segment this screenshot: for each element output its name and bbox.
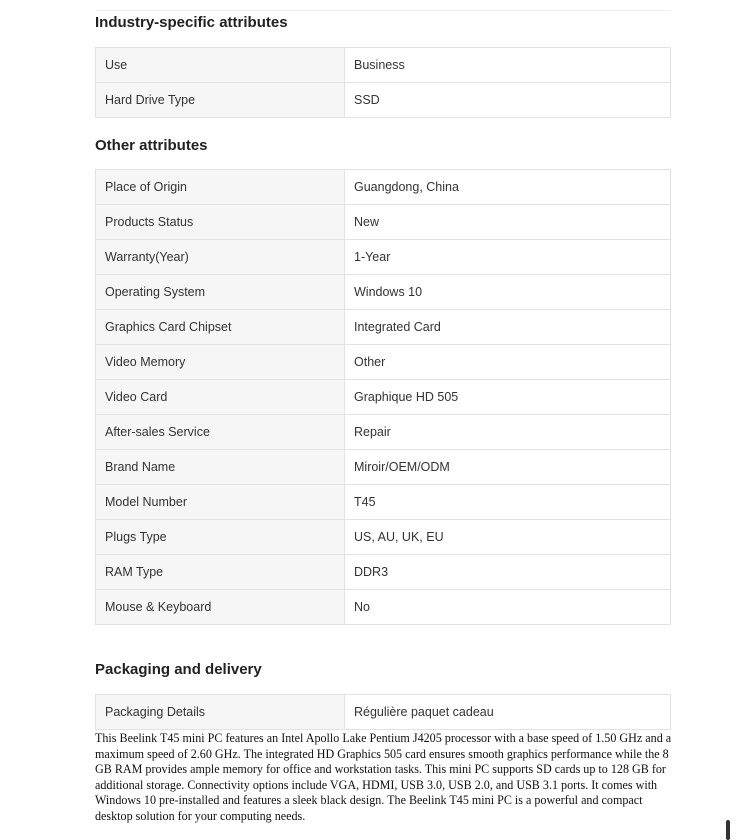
attribute-value: Repair: [345, 415, 671, 450]
attribute-key: Hard Drive Type: [96, 83, 345, 118]
attribute-value: Miroir/OEM/ODM: [345, 450, 671, 485]
attribute-key: Model Number: [96, 485, 345, 520]
table-row: [96, 275, 671, 310]
table-row: [96, 170, 671, 205]
table-row: [96, 590, 671, 625]
attribute-value: No: [345, 590, 671, 625]
attribute-key: RAM Type: [96, 555, 345, 590]
table-row: [96, 345, 671, 380]
section-title-industry: Industry-specific attributes: [95, 14, 288, 31]
attribute-value: New: [345, 205, 671, 240]
table-row: [96, 205, 671, 240]
attribute-value: Régulière paquet cadeau: [345, 695, 671, 730]
attribute-value: 1-Year: [345, 240, 671, 275]
attribute-value: Integrated Card: [345, 310, 671, 345]
attribute-value: T45: [345, 485, 671, 520]
attribute-key: Place of Origin: [96, 170, 345, 205]
table-row: [96, 415, 671, 450]
attribute-key: After-sales Service: [96, 415, 345, 450]
attribute-value: SSD: [345, 83, 671, 118]
attribute-value: DDR3: [345, 555, 671, 590]
attribute-key: Warranty(Year): [96, 240, 345, 275]
table-row: [96, 240, 671, 275]
attribute-key: Operating System: [96, 275, 345, 310]
table-row: [96, 695, 671, 730]
product-description: This Beelink T45 mini PC features an Intel Apollo Lake Pentium J4205 processor with a base speed of 1.50 GHz and a maximum speed of 2.60 GHz. The integrated HD Graphics 505 card ensures smooth graphics performance while the 8 GB RAM provides ample memory for office and workstation tasks. This mini PC supports SD cards up to 128 GB for additional storage. Connectivity options include VGA, HDMI, USB 3.0, USB 2.0, and USB 3.1 ports. It comes with Windows 10 pre-installed and features a sleek black design. The Beelink T45 mini PC is a powerful and compact desktop solution for your computing needs.: [95, 731, 672, 823]
attribute-value: Other: [345, 345, 671, 380]
table-row: [96, 485, 671, 520]
table-row: [96, 48, 671, 83]
attribute-value: US, AU, UK, EU: [345, 520, 671, 555]
table-row: [96, 83, 671, 118]
attribute-key: Video Memory: [96, 345, 345, 380]
section-title-other: Other attributes: [95, 137, 208, 154]
scrollbar-thumb[interactable]: [726, 820, 730, 840]
attribute-value: Graphique HD 505: [345, 380, 671, 415]
section-title-packaging: Packaging and delivery: [95, 661, 262, 678]
top-divider: [96, 10, 671, 11]
attribute-key: Use: [96, 48, 345, 83]
industry-attributes-table: [95, 47, 671, 118]
table-row: [96, 520, 671, 555]
packaging-attributes-table: [95, 694, 671, 730]
table-row: [96, 450, 671, 485]
attribute-value: Guangdong, China: [345, 170, 671, 205]
attribute-value: Windows 10: [345, 275, 671, 310]
attribute-key: Brand Name: [96, 450, 345, 485]
attribute-key: Video Card: [96, 380, 345, 415]
attribute-key: Products Status: [96, 205, 345, 240]
attribute-key: Packaging Details: [96, 695, 345, 730]
attribute-key: Mouse & Keyboard: [96, 590, 345, 625]
attribute-key: Graphics Card Chipset: [96, 310, 345, 345]
attribute-value: Business: [345, 48, 671, 83]
table-row: [96, 555, 671, 590]
other-attributes-table: [95, 169, 671, 625]
attribute-key: Plugs Type: [96, 520, 345, 555]
table-row: [96, 310, 671, 345]
table-row: [96, 380, 671, 415]
